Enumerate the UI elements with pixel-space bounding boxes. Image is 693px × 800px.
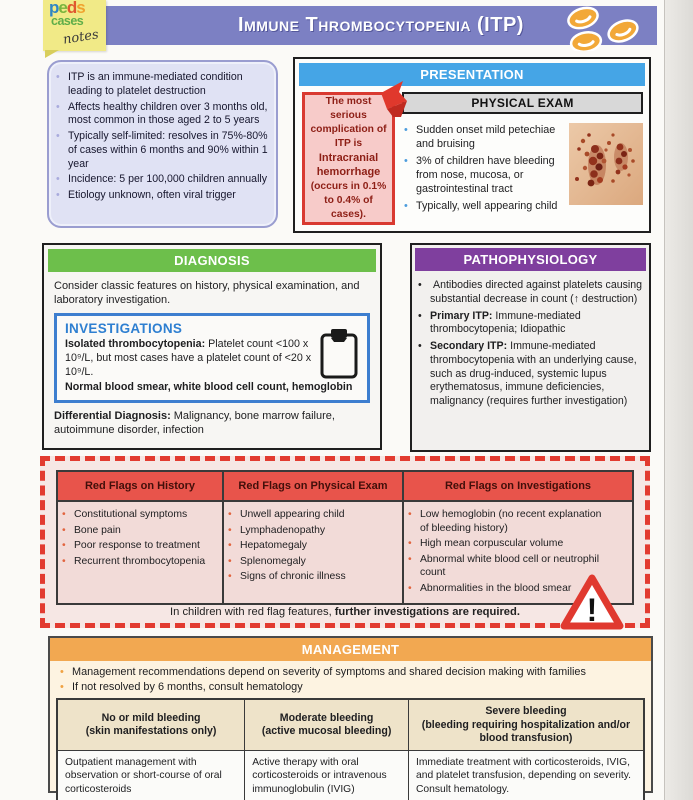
differential-label: Differential Diagnosis: bbox=[54, 410, 171, 423]
table-cell bbox=[224, 502, 404, 603]
list-item: • Sudden onset mild petechiae and bruising bbox=[402, 123, 563, 151]
sticky-note-fold bbox=[45, 50, 59, 58]
list-item: • Typically self-limited: resolves in 75%-80% of cases within 6 months and 90% within 1 year bbox=[54, 130, 269, 171]
list-item: • Splenomegaly bbox=[226, 555, 398, 569]
investigations-heading: INVESTIGATIONS bbox=[65, 320, 183, 336]
patho-item-label: Primary ITP: bbox=[430, 309, 493, 322]
list-item: • Poor response to treatment bbox=[60, 539, 218, 553]
red-flags-footer bbox=[45, 606, 645, 618]
table-cell: Outpatient management with observation or short-course of oral corticosteroids bbox=[58, 751, 245, 800]
table-header bbox=[409, 700, 643, 751]
list-item: • Affects healthy children over 3 months old, most common in those aged 2 to 5 years bbox=[54, 101, 269, 129]
page-title: Immune Thrombocytopenia (ITP) bbox=[238, 14, 524, 36]
pedscases-logo bbox=[43, 0, 106, 51]
list-item: • Signs of chronic illness bbox=[226, 570, 398, 584]
list-item: • Typically, well appearing child bbox=[402, 199, 563, 213]
table-cell: Active therapy with oral corticosteroids or intravenous immunoglobulin (IVIG) bbox=[245, 751, 409, 800]
red-flags-table bbox=[56, 470, 634, 605]
patho-item-text: Antibodies directed against platelets causing substantial decrease in count (↑ destruction) bbox=[430, 279, 643, 305]
management-table bbox=[56, 698, 645, 800]
presentation-header: PRESENTATION bbox=[299, 63, 645, 86]
header-label: Moderate bleeding bbox=[279, 711, 374, 724]
list-item: • Recurrent thrombocytopenia bbox=[60, 555, 218, 569]
header-sub: (skin manifestations only) bbox=[85, 725, 217, 738]
red-flags-section bbox=[40, 456, 650, 628]
pathophysiology-header: PATHOPHYSIOLOGY bbox=[415, 248, 646, 271]
patho-item-label: Secondary ITP: bbox=[430, 340, 508, 353]
logo-word-cases: cases bbox=[51, 14, 84, 28]
list-item: • High mean corpuscular volume bbox=[406, 537, 602, 551]
list-item bbox=[416, 279, 643, 307]
list-item: • Unwell appearing child bbox=[226, 508, 398, 522]
investigations-item: Normal blood smear, white blood cell count, hemoglobin bbox=[65, 380, 353, 393]
list-item: • Lymphadenopathy bbox=[226, 524, 398, 538]
management-header: MANAGEMENT bbox=[50, 638, 651, 661]
physical-exam-header: PHYSICAL EXAM bbox=[402, 92, 643, 114]
pathophysiology-list bbox=[412, 274, 649, 409]
differential-text: Malignancy, bone marrow failure, autoimmune disorder, infection bbox=[54, 410, 335, 437]
patho-item-text: Immune-mediated thrombocytopenia with an underlying cause, such as drug-induced, systemic lupus erythematosus, immune deficiencies, malignancy (requires further investigation) bbox=[430, 340, 637, 408]
diagnosis-intro: Consider classic features on history, physical examination, and laboratory investigation. bbox=[54, 280, 360, 307]
red-flag-icon bbox=[377, 79, 415, 119]
table-header bbox=[58, 700, 245, 751]
logo-word-peds: peds bbox=[49, 0, 85, 17]
investigations-item-label: Isolated thrombocytopenia: bbox=[65, 337, 206, 350]
header-label: Severe bleeding bbox=[485, 705, 567, 718]
header-sub: (bleeding requiring hospitalization and/or blood transfusion) bbox=[421, 718, 631, 744]
list-item: • Incidence: 5 per 100,000 children annually bbox=[54, 173, 269, 187]
scan-page-edge bbox=[664, 0, 693, 800]
physical-exam-panel bbox=[402, 92, 643, 225]
table-cell: Immediate treatment with corticosteroids, IVIG, and platelet transfusion, depending on severity. Consult hematology. bbox=[409, 751, 643, 800]
callout-pre: The most serious complication of ITP is bbox=[310, 96, 387, 149]
list-item: • Abnormalities in the blood smear bbox=[406, 582, 602, 596]
footer-pre: In children with red flag features, bbox=[170, 606, 332, 618]
header-bar bbox=[105, 6, 657, 45]
list-item: • Low hemoglobin (no recent explanation of bleeding history) bbox=[406, 508, 602, 535]
list-item: • ITP is an immune-mediated condition leading to platelet destruction bbox=[54, 71, 269, 99]
list-item: • Abnormal white blood cell or neutrophil count bbox=[406, 553, 602, 580]
table-header: Red Flags on Physical Exam bbox=[224, 472, 404, 502]
footer-bold: further investigations are required. bbox=[334, 606, 520, 618]
patho-item-text: Immune-mediated thrombocytopenia; Idiopathic bbox=[430, 309, 581, 336]
investigations-item bbox=[65, 337, 313, 379]
differential-diagnosis bbox=[44, 407, 380, 440]
warning-triangle-icon bbox=[559, 573, 625, 633]
list-item: • Management recommendations depend on severity of symptoms and shared decision making with families bbox=[58, 665, 643, 679]
list-item: • If not resolved by 6 months, consult hematology bbox=[58, 680, 643, 694]
table-header bbox=[245, 700, 409, 751]
clipboard-icon bbox=[319, 328, 359, 380]
list-item: • Bone pain bbox=[60, 524, 218, 538]
overview-box bbox=[47, 60, 278, 228]
list-item bbox=[416, 310, 643, 338]
header-sub: (active mucosal bleeding) bbox=[261, 725, 392, 738]
petechiae-photo bbox=[569, 123, 643, 205]
list-item: • 3% of children have bleeding from nose, mucosa, or gastrointestinal tract bbox=[402, 154, 563, 196]
table-header: Red Flags on History bbox=[58, 472, 224, 502]
pathophysiology-section bbox=[410, 243, 651, 452]
platelet-cells-icon bbox=[559, 6, 651, 51]
header-label: No or mild bleeding bbox=[101, 711, 201, 724]
callout-post: (occurs in 0.1% to 0.4% of cases). bbox=[310, 181, 387, 221]
logo-word-notes: notes bbox=[62, 27, 100, 48]
list-item: • Constitutional symptoms bbox=[60, 508, 218, 522]
table-cell bbox=[58, 502, 224, 603]
presentation-section bbox=[293, 57, 651, 233]
management-list bbox=[50, 661, 651, 697]
diagnosis-header: DIAGNOSIS bbox=[48, 249, 376, 272]
list-item: • Hepatomegaly bbox=[226, 539, 398, 553]
table-header: Red Flags on Investigations bbox=[404, 472, 632, 502]
management-section bbox=[48, 636, 653, 793]
list-item bbox=[416, 340, 643, 409]
investigations-box bbox=[54, 313, 370, 404]
overview-list bbox=[54, 71, 269, 203]
investigations-item-text: Platelet count <100 x 10⁹/L, but most cases have a platelet count of <20 x 10⁹/L. bbox=[65, 337, 312, 378]
diagnosis-section bbox=[42, 243, 382, 450]
physical-exam-list bbox=[402, 123, 563, 216]
warning-exclamation: ! bbox=[586, 592, 598, 628]
list-item: • Etiology unknown, often viral trigger bbox=[54, 189, 269, 203]
callout-highlight: Intracranial hemorrhage bbox=[316, 151, 381, 179]
